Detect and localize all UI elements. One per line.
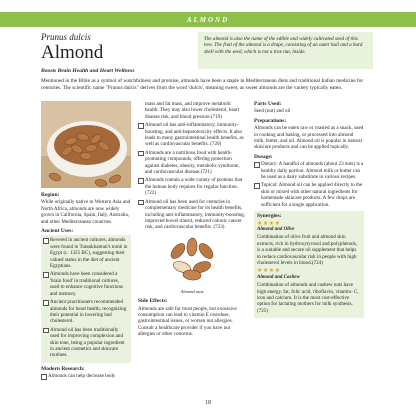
list-item: Dietary: A handful of almonds (about 23 nuts) is a healthy daily portion. Almond milk or butter can be used as a dairy substitute in various recipes.: [254, 161, 364, 180]
star-rating-icon: ★★★★: [257, 268, 281, 275]
latin-name: Prunus dulcis: [41, 32, 91, 42]
list-item: Almond oil has been used for centuries in complementary medicine for its health benefits, including anti-inflammatory, immunity-boosting, improved bowel transit, reduced colonic cancer risk, and cardiovascular benefits. (723): [138, 199, 246, 231]
region-text: While originally native to Western Asia and North Africa, almonds are now widely grown in California, Spain, Italy, Australia, and other Mediterranean countries.: [41, 199, 131, 225]
page-title: Almond: [41, 42, 104, 63]
preparations-heading: Preparations:: [254, 117, 287, 124]
column-left: [41, 189, 131, 382]
checkbox-icon: [254, 162, 260, 168]
almond-nuts-illustration: [164, 233, 220, 289]
synergies-heading: Synergies:: [257, 213, 282, 220]
dosage-heading: Dosage:: [254, 153, 273, 160]
checkbox-icon: [43, 238, 49, 244]
list-item: Revered in ancient cultures, almonds were found in Tutankhamun's tomb in Egypt (c. 1325 BC), suggesting their valued status in the diet of ancient Egyptians.: [43, 237, 129, 269]
list-item: Topical: Almond oil can be applied directly to the skin or mixed with other natural ingredients for homemade skincare products. A few drops are sufficient for a single application.: [254, 182, 364, 208]
almond-bowl-photo: [41, 101, 131, 188]
synergy-text: Combination of almonds and cashew nuts have high energy, fat, folic acid, riboflavin, vitamin- C, iron and calcium. It is the most cost-effective option for lactating mothers for milk synthesis.(725): [257, 282, 359, 314]
image-caption: Almond nuts: [180, 288, 204, 294]
synergy-title: Almond and Cashew: [257, 274, 300, 280]
modern-research-heading: Modern Research:: [41, 365, 85, 372]
checkbox-icon: [254, 183, 260, 189]
list-item: Almonds contain a wide variety of proteins that the human body requires for regular function. (722): [138, 177, 246, 196]
checkbox-icon: [138, 151, 144, 157]
page-subtitle: Boosts Brain Health and Heart Wellness: [41, 68, 135, 74]
sidebar-note: The almond is also the name of the edible and widely cultivated seed of this tree. The fruit of the almond is a drupe, consisting of an outer hull and a hard shell with the seed, which is not a true nut, inside.: [198, 32, 373, 69]
checkbox-icon: [138, 123, 144, 129]
region-heading: Region:: [41, 192, 60, 198]
ancient-uses-list: [41, 235, 131, 362]
side-effects-text: Almonds are safe for most people, but excessive consumption can lead to vitamin E overdose, gastrointestinal issues, or worsen nut allergies. Consult a healthcare provider if you have nut allergies or other concerns.: [138, 305, 237, 338]
ancient-uses-heading: Ancient Uses:: [41, 228, 74, 235]
list-item: Almonds are a nutritious food with health-promoting compounds, offering protection against diabetes, obesity, metabolic syndrome, and cardiovascular disease.(721): [138, 150, 246, 176]
checkbox-icon: [41, 374, 47, 380]
checkbox-icon: [43, 300, 49, 306]
research-continued-text: mass and fat mass, and improve metabolic health. They may also lower cholesterol, heart disease risk, and blood pressure.(719): [145, 101, 240, 120]
intro-paragraph: Mentioned in the Bible as a symbol of watchfulness and promise, almonds have been a staple in Mediterranean diets and traditional Indian medicine for centuries. The scientific name "Prunus dulcis" derives from the word 'dulcis', meaning sweet, as sweet almonds are the variety typically eaten.: [41, 78, 364, 91]
star-rating-icon: ★★★★: [257, 220, 281, 227]
section-header-bar: [0, 12, 416, 27]
synergies-box: [254, 211, 364, 318]
checkbox-icon: [138, 178, 144, 184]
synergy-title: Almond and Olive: [257, 226, 295, 232]
checkbox-icon: [43, 328, 49, 334]
synergy-text: Combination of olive fruit and almond skin extracts, rich in hydroxytyrosol and polyphenols, is a suitable and secure oil supplement that helps to reduce cardiovascular risk in people with high cholesterol levels in blood.(724): [257, 234, 358, 266]
side-effects-heading: Side Effects:: [138, 298, 168, 305]
section-header-title: ALMOND: [186, 15, 230, 24]
parts-used-text: Seed (nut) and oil: [254, 108, 291, 115]
column-right: [254, 98, 364, 318]
checkbox-icon: [43, 272, 49, 278]
preparations-text: Almonds can be eaten raw or roasted as a snack, used in cooking and baking, or processed into almond milk, butter, and oil. Almond oil is popular in natural skincare products and can be applied topically.: [254, 125, 364, 151]
list-item: Almond oil has been traditionally used for improving complexion and skin tone, being a popular ingredient in ancient cosmetics and skincare routines.: [43, 327, 129, 359]
list-item: Ancient practitioners recommended almonds for heart health, recognizing their potential in lowering bad cholesterol.: [43, 299, 129, 325]
parts-used-heading: Parts Used:: [254, 101, 282, 107]
column-middle: [138, 101, 246, 340]
page-number: 18: [205, 400, 211, 406]
list-item: Almonds have been considered a 'brain food' in traditional cultures, used to enhance cognitive functions and memory.: [43, 271, 129, 297]
list-item: Almond oil has anti-inflammatory, immunity-boosting, and anti-hepatotoxicity effects. It also leads to many gastrointestinal health benefits, as well as cardiovascular benefits. (720): [138, 122, 246, 148]
list-item: Almonds can help decrease body: [41, 373, 131, 379]
checkbox-icon: [138, 200, 144, 206]
